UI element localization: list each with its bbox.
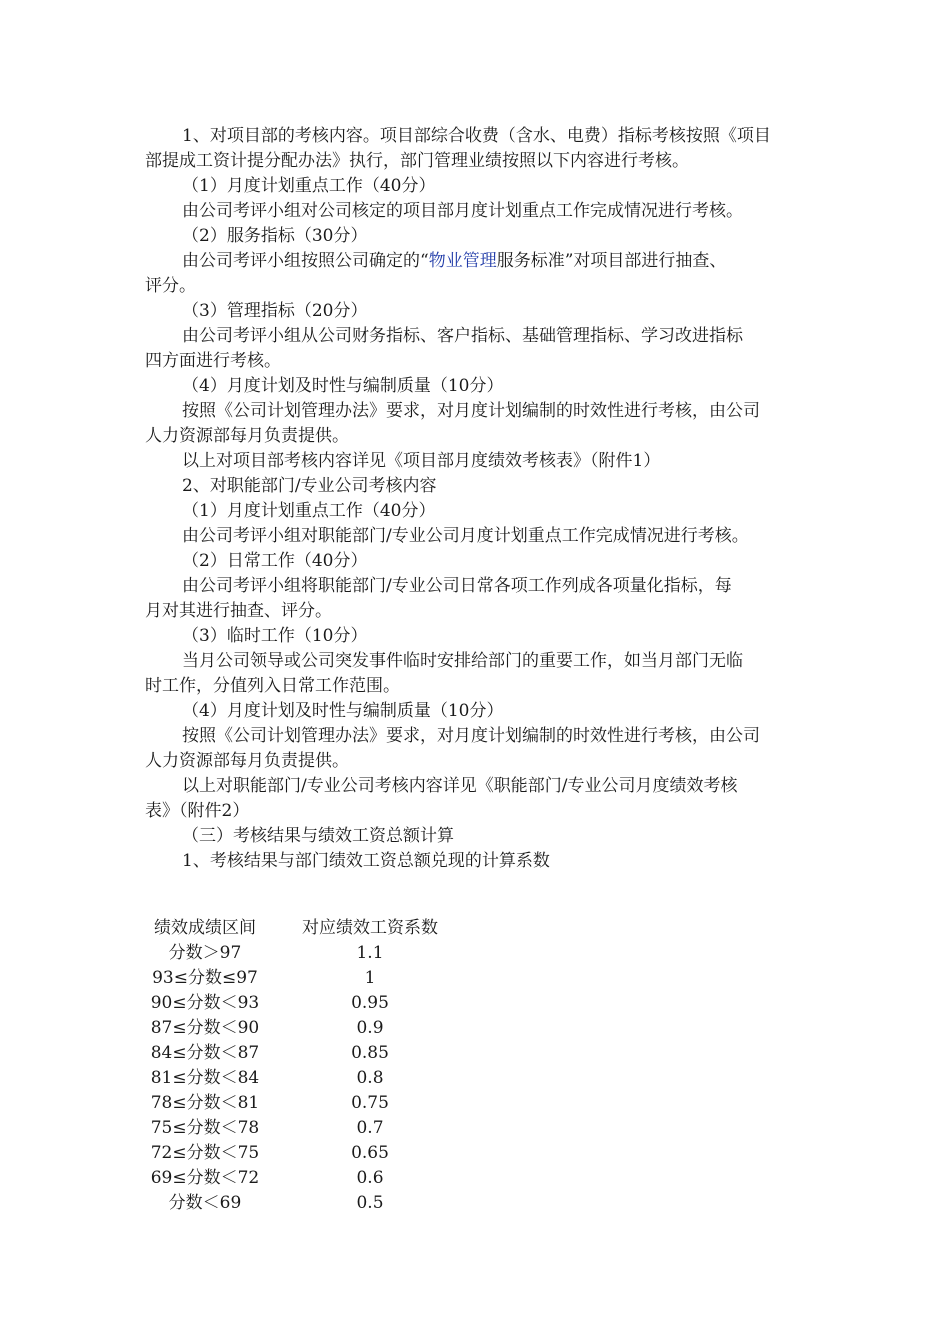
coefficient-cell: 0.95 [351, 993, 389, 1013]
table-row [140, 1118, 460, 1143]
paragraph-line: 人力资源部每月负责提供。 [145, 751, 349, 771]
table-header-row [140, 918, 460, 943]
score-range-cell: 87≤分数＜90 [150, 1018, 260, 1038]
section-heading: （1）月度计划重点工作（40分） [182, 176, 436, 196]
table-row [140, 1068, 460, 1093]
section-heading: （3）管理指标（20分） [182, 301, 368, 321]
coefficient-cell: 1 [364, 968, 376, 988]
table-row [140, 1043, 460, 1068]
coefficient-cell: 0.65 [351, 1143, 389, 1163]
coefficient-cell: 0.9 [356, 1018, 384, 1038]
paragraph-line: 时工作，分值列入日常工作范围。 [145, 676, 400, 696]
section-heading: （2）服务指标（30分） [182, 226, 368, 246]
table-row [140, 943, 460, 968]
section-heading: （3）临时工作（10分） [182, 626, 368, 646]
score-range-cell: 分数＞97 [168, 943, 242, 963]
coefficient-cell: 0.5 [356, 1193, 384, 1213]
property-management-link[interactable]: 物业管理 [428, 251, 497, 271]
score-range-cell: 84≤分数＜87 [150, 1043, 260, 1063]
table-row [140, 1193, 460, 1218]
paragraph-line: 月对其进行抽查、评分。 [145, 601, 332, 621]
score-range-cell: 69≤分数＜72 [150, 1168, 260, 1188]
text-segment: 由公司考评小组按照公司确定的“ [182, 251, 429, 271]
paragraph-line: 按照《公司计划管理办法》要求，对月度计划编制的时效性进行考核，由公司 [182, 401, 760, 421]
column-header: 绩效成绩区间 [154, 918, 256, 938]
paragraph-line: 人力资源部每月负责提供。 [145, 426, 349, 446]
paragraph-line [182, 251, 726, 271]
score-range-cell: 90≤分数＜93 [150, 993, 260, 1013]
paragraph-line: 由公司考评小组将职能部门/专业公司日常各项工作列成各项量化指标，每 [182, 576, 732, 596]
paragraph-line: 由公司考评小组对公司核定的项目部月度计划重点工作完成情况进行考核。 [182, 201, 743, 221]
section-heading: （三）考核结果与绩效工资总额计算 [182, 826, 454, 846]
coefficient-cell: 0.75 [351, 1093, 389, 1113]
score-range-cell: 93≤分数≤97 [152, 968, 258, 988]
paragraph-line: 评分。 [145, 276, 196, 296]
paragraph-line: 当月公司领导或公司突发事件临时安排给部门的重要工作，如当月部门无临 [182, 651, 743, 671]
score-range-cell: 72≤分数＜75 [150, 1143, 260, 1163]
section-heading: 2、对职能部门/专业公司考核内容 [182, 476, 437, 496]
paragraph-line: 以上对项目部考核内容详见《项目部月度绩效考核表》（附件1） [182, 451, 661, 471]
coefficient-cell: 0.8 [356, 1068, 384, 1088]
text-segment: 服务标准”对项目部进行抽查、 [496, 251, 727, 271]
section-heading: （4）月度计划及时性与编制质量（10分） [182, 701, 504, 721]
column-header: 对应绩效工资系数 [302, 918, 438, 938]
paragraph-line: 由公司考评小组从公司财务指标、客户指标、基础管理指标、学习改进指标 [182, 326, 743, 346]
table-row [140, 1168, 460, 1193]
table-row [140, 1093, 460, 1118]
table-row [140, 1018, 460, 1043]
paragraph-line: 部提成工资计提分配办法》执行，部门管理业绩按照以下内容进行考核。 [145, 151, 689, 171]
table-row [140, 968, 460, 993]
paragraph-line: 表》（附件2） [145, 801, 250, 821]
coefficient-cell: 0.7 [356, 1118, 384, 1138]
score-range-cell: 81≤分数＜84 [150, 1068, 260, 1088]
coefficient-cell: 1.1 [356, 943, 384, 963]
table-row [140, 1143, 460, 1168]
section-heading: （4）月度计划及时性与编制质量（10分） [182, 376, 504, 396]
section-heading: （2）日常工作（40分） [182, 551, 368, 571]
paragraph-line: 1、考核结果与部门绩效工资总额兑现的计算系数 [182, 851, 550, 871]
paragraph-line: 按照《公司计划管理办法》要求，对月度计划编制的时效性进行考核，由公司 [182, 726, 760, 746]
table-row [140, 993, 460, 1018]
paragraph-line: 由公司考评小组对职能部门/专业公司月度计划重点工作完成情况进行考核。 [182, 526, 749, 546]
coefficient-table [140, 918, 460, 1218]
section-heading: （1）月度计划重点工作（40分） [182, 501, 436, 521]
score-range-cell: 78≤分数＜81 [150, 1093, 260, 1113]
paragraph-line: 四方面进行考核。 [145, 351, 281, 371]
coefficient-cell: 0.6 [356, 1168, 384, 1188]
paragraph-line: 1、对项目部的考核内容。项目部综合收费（含水、电费）指标考核按照《项目 [182, 126, 771, 146]
paragraph-line: 以上对职能部门/专业公司考核内容详见《职能部门/专业公司月度绩效考核 [182, 776, 738, 796]
score-range-cell: 分数＜69 [168, 1193, 242, 1213]
coefficient-cell: 0.85 [351, 1043, 389, 1063]
score-range-cell: 75≤分数＜78 [150, 1118, 260, 1138]
